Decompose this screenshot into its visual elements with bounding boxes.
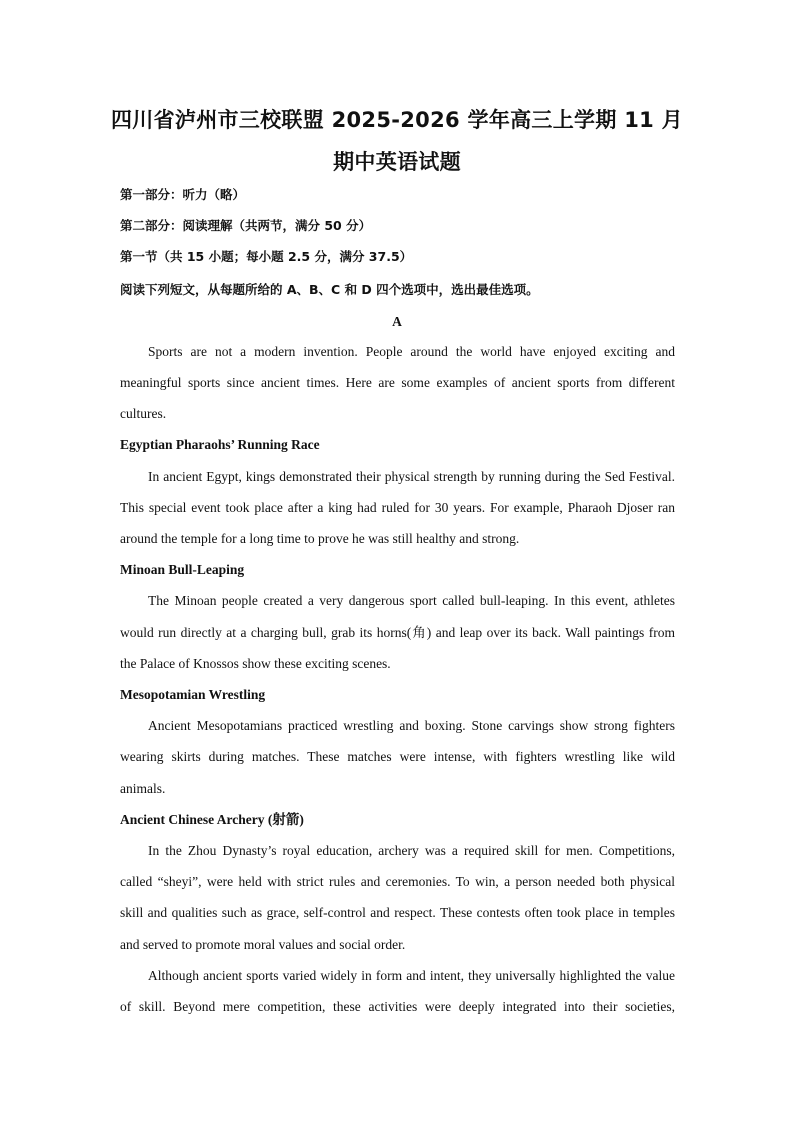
paragraph-line: meaningful sports since ancient times. Here are some examples of ancient sports from different xyxy=(120,375,675,390)
section-heading-egyptian: Egyptian Pharaohs’ Running Race xyxy=(120,437,320,452)
section-heading-mesopotamian: Mesopotamian Wrestling xyxy=(120,687,266,702)
document-title-line1: 四川省泸州市三校联盟 2025-2026 学年高三上学期 11 月 xyxy=(111,108,683,132)
paragraph-line: the Palace of Knossos show these exciting scenes. xyxy=(120,656,391,671)
passage-label: A xyxy=(392,314,402,329)
paragraph-line: and served to promote moral values and social order. xyxy=(120,937,406,952)
paragraph-line: This special event took place after a king had ruled for 30 years. For example, Pharaoh Djoser ran xyxy=(120,500,675,515)
section-heading-minoan: Minoan Bull-Leaping xyxy=(120,562,245,577)
paragraph-line: animals. xyxy=(120,781,166,796)
paragraph-line: wearing skirts during matches. These matches were intense, with fighters wrestling like wild xyxy=(120,749,675,764)
paragraph-line: Although ancient sports varied widely in form and intent, they universally highlighted the value xyxy=(148,968,675,983)
paragraph-line: Sports are not a modern invention. People around the world have enjoyed exciting and xyxy=(148,344,675,359)
part1-heading: 第一部分：听力（略） xyxy=(120,187,246,202)
paragraph-line: of skill. Beyond mere competition, these activities were deeply integrated into their societies, xyxy=(120,999,675,1014)
paragraph-line: around the temple for a long time to prove he was still healthy and strong. xyxy=(120,531,520,546)
section1-heading: 第一节（共 15 小题；每小题 2.5 分，满分 37.5） xyxy=(120,249,413,264)
paragraph-line: skill and qualities such as grace, self-control and respect. These contests often took place in temples xyxy=(120,905,675,920)
paragraph-line: The Minoan people created a very dangerous sport called bull-leaping. In this event, athletes xyxy=(148,593,675,608)
paragraph-line: Ancient Mesopotamians practiced wrestling and boxing. Stone carvings show strong fighters xyxy=(148,718,675,733)
paragraph-line: called “sheyi”, were held with strict rules and ceremonies. To win, a person needed both physical xyxy=(120,874,675,889)
paragraph-line: would run directly at a charging bull, grab its horns(角) and leap over its back. Wall paintings from xyxy=(120,625,675,640)
document-title-line2: 期中英语试题 xyxy=(333,150,461,174)
paragraph-line: In ancient Egypt, kings demonstrated their physical strength by running during the Sed Festival. xyxy=(148,469,675,484)
paragraph-line: In the Zhou Dynasty’s royal education, archery was a required skill for men. Competitions, xyxy=(148,843,675,858)
paragraph-line: cultures. xyxy=(120,406,167,421)
part2-heading: 第二部分：阅读理解（共两节，满分 50 分） xyxy=(120,218,372,233)
section-heading-archery: Ancient Chinese Archery (射箭) xyxy=(120,812,304,827)
instruction-text: 阅读下列短文，从每题所给的 A、B、C 和 D 四个选项中，选出最佳选项。 xyxy=(120,282,539,297)
